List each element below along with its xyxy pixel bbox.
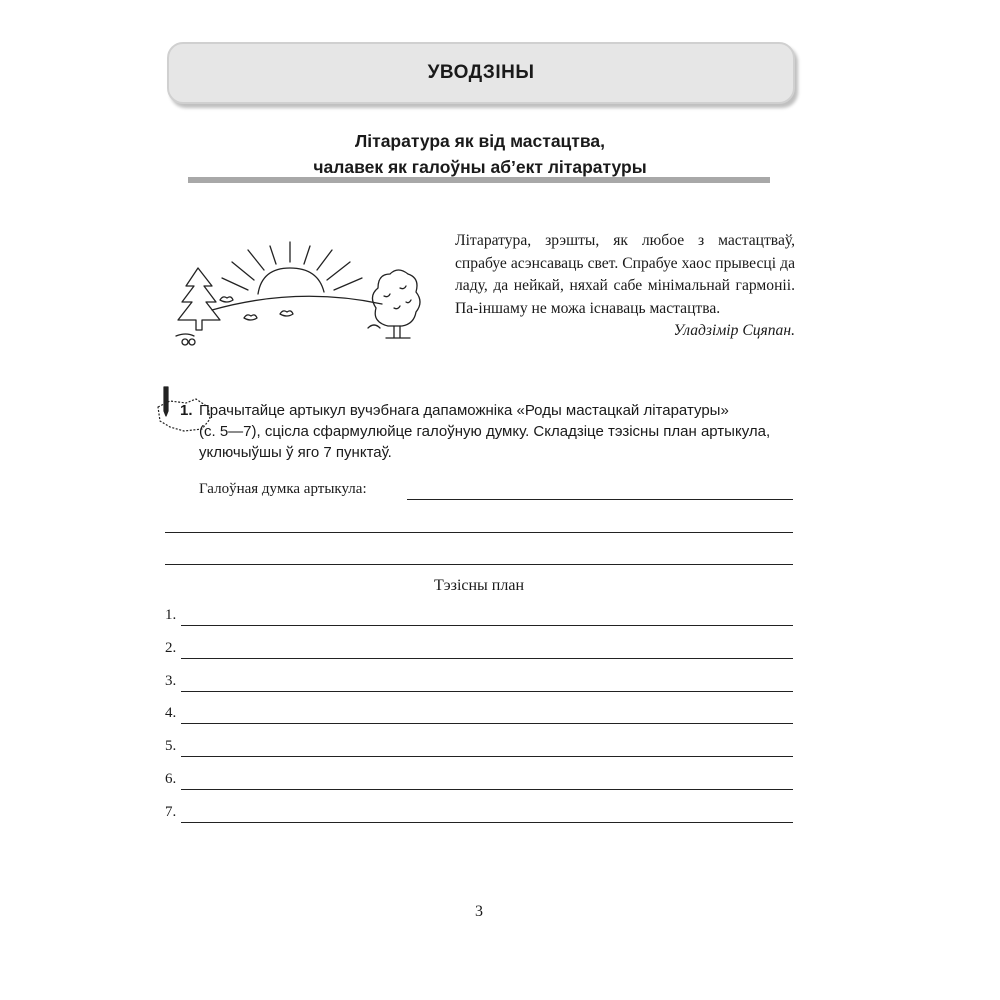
task-number: 1. xyxy=(180,402,193,419)
task-instruction xyxy=(199,400,819,463)
plan-item xyxy=(165,702,793,724)
epigraph-author: Уладзімір Сцяпан. xyxy=(673,322,795,340)
plan-item xyxy=(165,670,793,692)
section-header xyxy=(167,42,795,104)
main-idea-answer-line-3[interactable] xyxy=(165,564,793,565)
main-idea-row-3 xyxy=(165,543,793,565)
plan-item-number: 5. xyxy=(165,738,177,754)
page-number: 3 xyxy=(475,903,483,920)
plan-item xyxy=(165,604,793,626)
plan-item-number: 3. xyxy=(165,673,177,689)
main-idea-row xyxy=(165,478,793,500)
chapter-subtitle xyxy=(190,128,770,180)
plan-item-number: 7. xyxy=(165,804,177,820)
plan-item-number: 6. xyxy=(165,771,177,787)
epigraph-text: Літаратура, зрэшты, як любое з мастацтваў, спрабуе асэнсаваць свет. Спрабуе хаос прывесці да ладу, да нейкай, няхай сабе мінімальнай гармоніі. Па-іншаму не можа існаваць мастацтва. xyxy=(455,232,795,317)
epigraph xyxy=(455,230,795,343)
plan-item-answer-line[interactable] xyxy=(181,625,793,626)
plan-item xyxy=(165,637,793,659)
plan-item-answer-line[interactable] xyxy=(181,723,793,724)
plan-item xyxy=(165,735,793,757)
main-idea-label: Галоўная думка артыкула: xyxy=(199,481,367,497)
subtitle-line-2: чалавек як галоўны аб’ект літаратуры xyxy=(313,157,647,177)
task-line-2: (с. 5—7), сцісла сфармулюйце галоўную думку. Складзіце тэзісны план артыкула, xyxy=(199,423,771,440)
plan-item-answer-line[interactable] xyxy=(181,691,793,692)
main-idea-answer-line[interactable] xyxy=(407,499,793,500)
plan-item-answer-line[interactable] xyxy=(181,658,793,659)
subtitle-underline xyxy=(188,177,770,183)
plan-item-answer-line[interactable] xyxy=(181,756,793,757)
plan-item xyxy=(165,801,793,823)
plan-item-number: 4. xyxy=(165,705,177,721)
task-line-1: Прачытайце артыкул вучэбнага дапаможніка «Роды мастацкай літаратуры» xyxy=(199,402,729,419)
subtitle-line-1: Літаратура як від мастацтва, xyxy=(354,131,606,151)
plan-title: Тэзісны план xyxy=(433,577,525,594)
plan-item-number: 2. xyxy=(165,640,177,656)
section-title: УВОДЗІНЫ xyxy=(427,62,535,83)
task-line-3: уключыўшы ў яго 7 пунктаў. xyxy=(199,444,392,461)
main-idea-row-2 xyxy=(165,511,793,533)
plan-item-answer-line[interactable] xyxy=(181,789,793,790)
plan-item xyxy=(165,768,793,790)
plan-item-answer-line[interactable] xyxy=(181,822,793,823)
main-idea-answer-line-2[interactable] xyxy=(165,532,793,533)
plan-item-number: 1. xyxy=(165,607,177,623)
sunrise-landscape-icon xyxy=(172,238,422,350)
